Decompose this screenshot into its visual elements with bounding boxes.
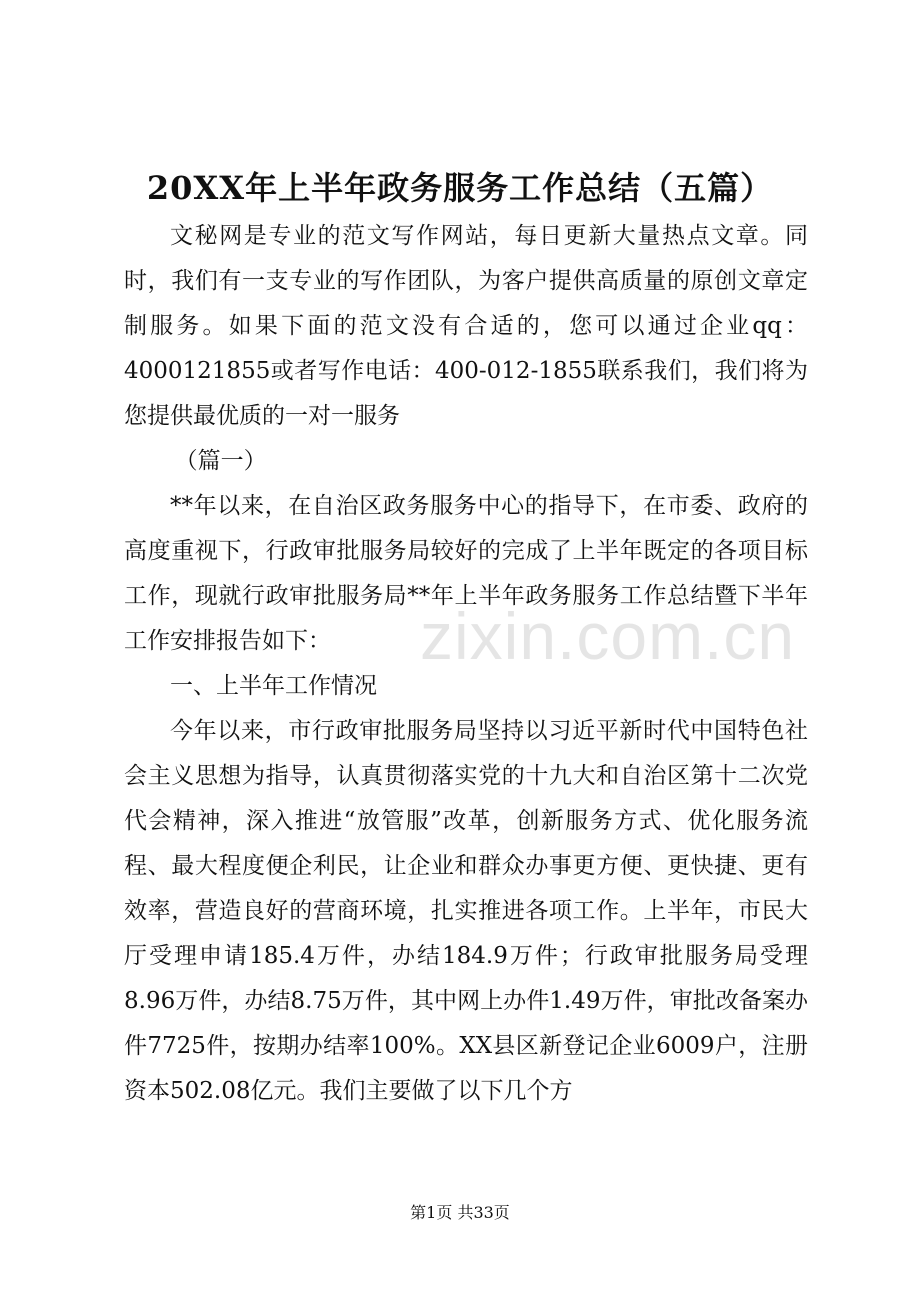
paragraph-2: 今年以来，市行政审批服务局坚持以习近平新时代中国特色社会主义思想为指导，认真贯彻落实党的十九大和自治区第十二次党代会精神，深入推进“放管服”改革，创新服务方式、优化服务流程、最大程度便企利民，让企业和群众办事更方便、更快捷、更有效率，营造良好的营商环境，扎实推进各项工作。上半年，市民大厅受理申请185.4万件，办结184.9万件；行政审批服务局受理8.96万件，办结8.75万件，其中网上办件1.49万件，审批改备案办件7725件，按期办结率100%。XX县区新登记企业6009户，注册资本502.08亿元。我们主要做了以下几个方 — [124, 718, 808, 1104]
intro-paragraph: 文秘网是专业的范文写作网站，每日更新大量热点文章。同时，我们有一支专业的写作团队，为客户提供高质量的原创文章定制服务。如果下面的范文没有合适的，您可以通过企业qq：4000121855或者写作电话：400-012-1855联系我们，我们将为您提供最优质的一对一服务 — [124, 223, 808, 429]
document-title: 20XX年上半年政务服务工作总结（五篇） — [146, 169, 774, 207]
section-heading-1: 一、上半年工作情况 — [170, 673, 377, 699]
watermark: zixin.com.cn — [420, 599, 796, 673]
paragraph-1: **年以来，在自治区政务服务中心的指导下，在市委、政府的高度重视下，行政审批服务局较好的完成了上半年既定的各项目标工作，现就行政审批服务局**年上半年政务服务工作总结暨下半年工作安排报告如下： — [124, 493, 808, 654]
page-footer: 第1页 共33页 — [410, 1203, 510, 1222]
part-label: （篇一） — [174, 448, 267, 474]
